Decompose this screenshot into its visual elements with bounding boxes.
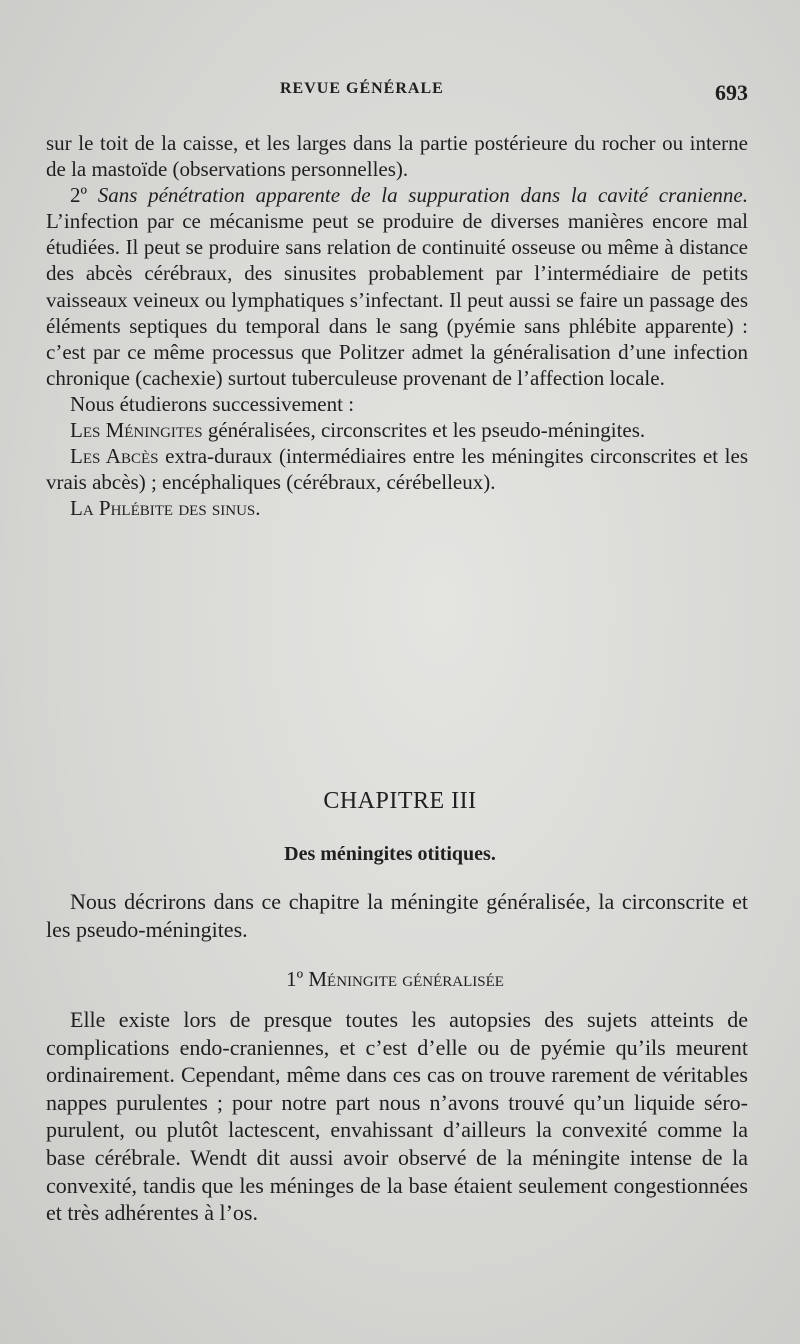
paragraph-mechanism bbox=[46, 182, 748, 391]
chapter-title: CHAPITRE III bbox=[323, 788, 477, 814]
item-number: 2º bbox=[70, 183, 98, 208]
plan-item-text: généralisées, circonscrites et les pseudo-méningites. bbox=[202, 418, 646, 443]
plan-item-meningites bbox=[46, 417, 748, 443]
running-head: REVUE GÉNÉRALE bbox=[280, 80, 444, 97]
text-block-lower bbox=[46, 1006, 748, 1227]
item-body: L’infection par ce mécanisme peut se produire de diverses manières encore mal étudiées. Il peut se produire sans relation de continuité osseuse ou même à distance des abcès cérébraux, des sinusites probablement par l’intermédiaire de petits vaisseaux veineux ou lymphatiques s’infectant. Il peut aussi se faire un passage des éléments septiques du temporal dans le sang (pyémie sans phlébite apparente) : c’est par ce même processus que Politzer admet la généralisation d’une infection chronique (cachexie) surtout tuberculeuse provenant de l’affection locale. bbox=[46, 209, 748, 390]
plan-item-abces bbox=[46, 443, 748, 495]
section-heading: 1º Méningite généralisée bbox=[286, 967, 504, 991]
paragraph-chapter-intro: Nous décrirons dans ce chapitre la méningite généralisée, la circonscrite et les pseudo-méningites. bbox=[46, 889, 748, 942]
plan-item-label: La Phlébite des sinus. bbox=[70, 496, 261, 521]
text-intro bbox=[46, 888, 748, 943]
item-heading-italic: Sans pénétration apparente de la suppuration dans la cavité cranienne. bbox=[97, 183, 749, 208]
paragraph-continuation: sur le toit de la caisse, et les larges dans la partie postérieure du rocher ou interne de la mastoïde (observations personnelles). bbox=[46, 131, 748, 182]
plan-item-text: extra-duraux (intermédiaires entre les méningites circonscrites et les vrais abcès) ; encéphaliques (cérébraux, cérébelleux). bbox=[46, 444, 749, 495]
plan-item-phlebite bbox=[46, 495, 748, 521]
chapter-subtitle: Des méningites otitiques. bbox=[284, 843, 496, 865]
text-block-upper bbox=[46, 130, 748, 521]
plan-item-label: Les Abcès bbox=[70, 444, 159, 469]
paragraph-meningite-generalisee: Elle existe lors de presque toutes les autopsies des sujets atteints de complications endo-craniennes, et c’est d’elle ou de pyémie qu’ils meurent ordinairement. Cependant, même dans ces cas on trouve rarement de véritables nappes purulentes ; pour notre part nous n’avons trouvé qu’un liquide séro-purulent, ou plutôt lactescent, envahissant d’ailleurs la convexité comme la base cérébrale. Wendt dit aussi avoir observé de la méningite intense de la convexité, tandis que les méninges de la base étaient seulement congestionnées et très adhérentes à l’os. bbox=[46, 1007, 748, 1226]
paragraph-plan-intro: Nous étudierons successivement : bbox=[70, 391, 355, 416]
page-number: 693 bbox=[715, 80, 748, 105]
plan-item-label: Les Méningites bbox=[70, 418, 203, 443]
